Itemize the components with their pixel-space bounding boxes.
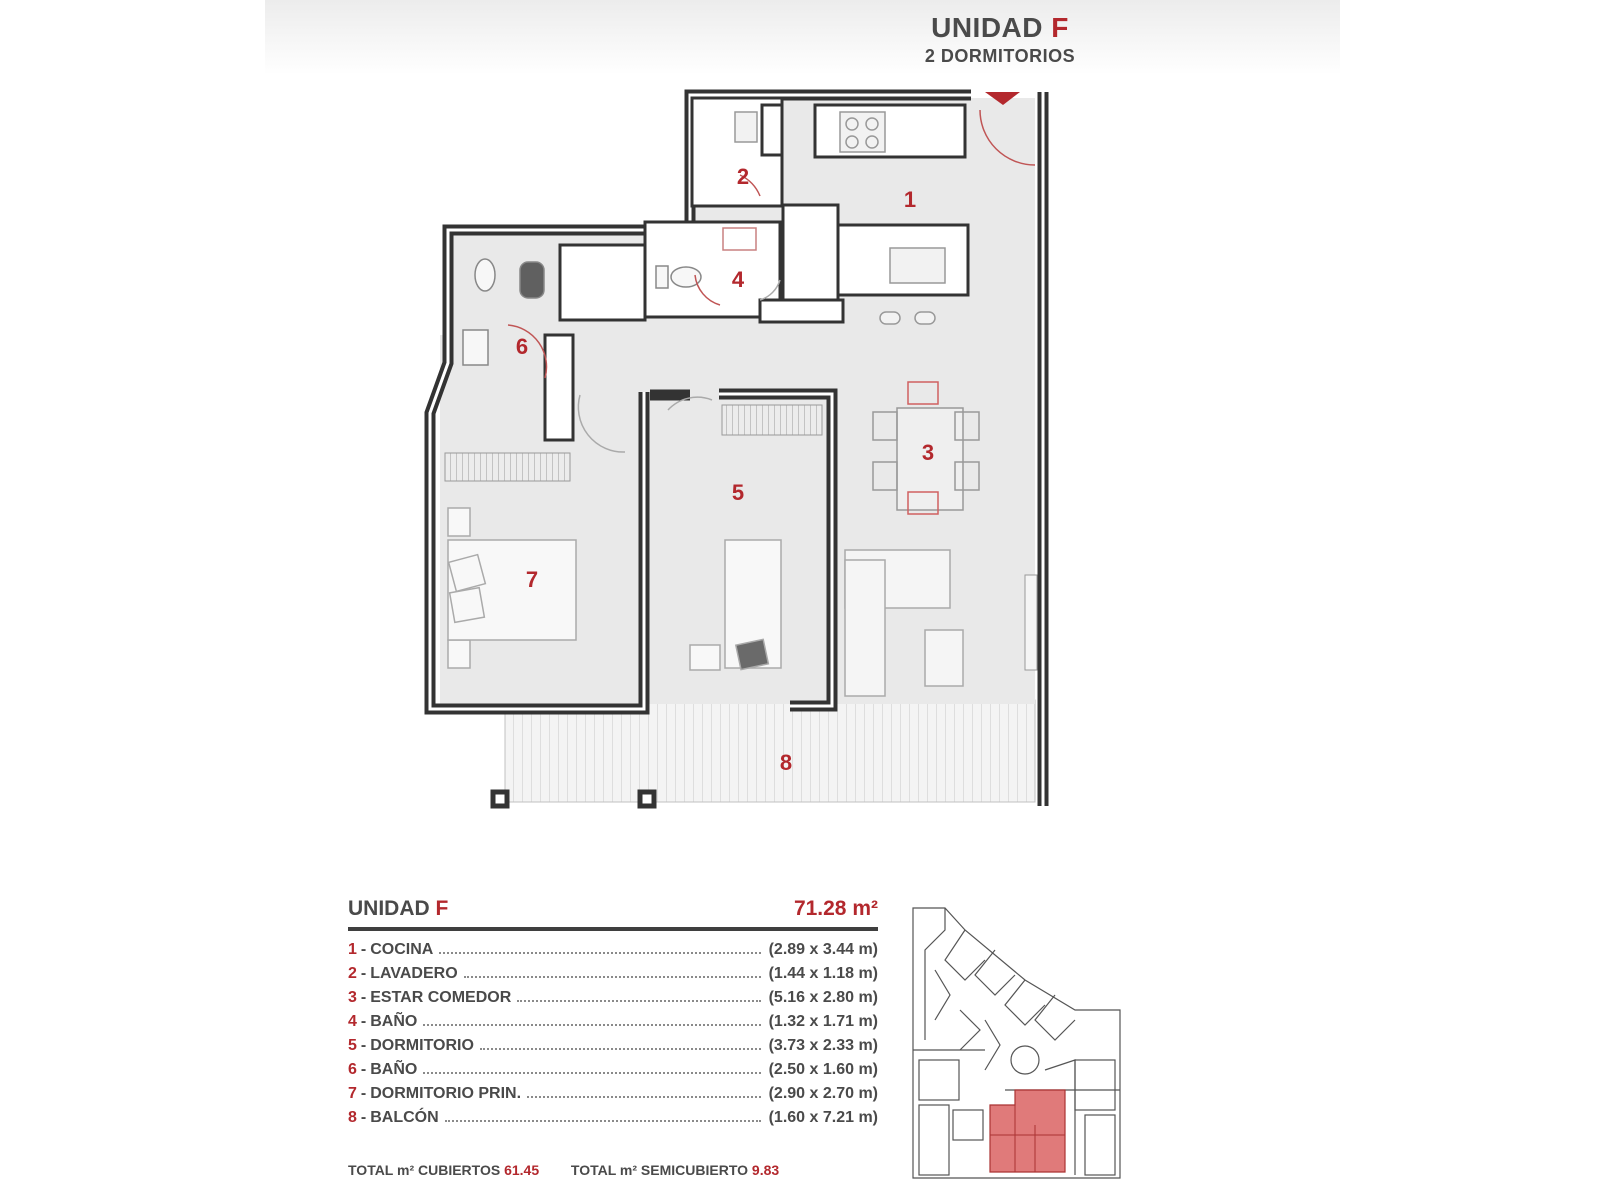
totals-line xyxy=(348,1162,779,1178)
legend-room-name: DORMITORIO PRIN. xyxy=(370,1085,522,1102)
legend-room-name: ESTAR COMEDOR xyxy=(370,989,512,1006)
balcony-post-center xyxy=(640,792,654,806)
legend-list xyxy=(348,941,878,1133)
legend-dash: - xyxy=(360,941,367,958)
legend-row xyxy=(348,1037,878,1061)
legend-room-name: DORMITORIO xyxy=(370,1037,474,1054)
room-number-6: 6 xyxy=(515,334,529,359)
legend-dash: - xyxy=(360,1061,367,1078)
window xyxy=(1025,575,1037,670)
legend-leader-dots xyxy=(464,976,761,978)
legend-room-dims: (3.73 x 2.33 m) xyxy=(768,1037,878,1054)
room-number-3: 3 xyxy=(921,440,935,465)
closet-bedroom xyxy=(722,405,822,435)
covered-label: TOTAL m² CUBIERTOS xyxy=(348,1162,501,1178)
room-legend xyxy=(348,897,878,1133)
legend-room-name: BAÑO xyxy=(370,1013,418,1030)
legend-dash: - xyxy=(360,1013,367,1030)
room-number-8: 8 xyxy=(779,750,793,775)
legend-title-word: UNIDAD xyxy=(348,897,430,920)
semi-value: 9.83 xyxy=(751,1162,780,1178)
legend-room-name: LAVADERO xyxy=(370,965,458,982)
legend-leader-dots xyxy=(439,952,760,954)
legend-room-number: 7 xyxy=(348,1085,357,1102)
room-number-7: 7 xyxy=(525,567,539,592)
legend-row xyxy=(348,1085,878,1109)
semi-label: TOTAL m² SEMICUBIERTO xyxy=(570,1162,749,1178)
legend-row xyxy=(348,941,878,965)
legend-header xyxy=(348,897,878,931)
legend-room-dims: (2.89 x 3.44 m) xyxy=(768,941,878,958)
legend-room-name: BAÑO xyxy=(370,1061,418,1078)
legend-room-number: 5 xyxy=(348,1037,357,1054)
legend-room-name: COCINA xyxy=(370,941,434,958)
legend-room-dims: (5.16 x 2.80 m) xyxy=(768,989,878,1006)
room-number-4: 4 xyxy=(731,267,745,292)
legend-room-number: 3 xyxy=(348,989,357,1006)
unit-subtitle: 2 DORMITORIOS xyxy=(924,46,1076,66)
legend-leader-dots xyxy=(517,1000,760,1002)
legend-row xyxy=(348,989,878,1013)
unit-title-word: UNIDAD xyxy=(931,12,1043,43)
legend-dash: - xyxy=(360,1085,367,1102)
legend-leader-dots xyxy=(423,1072,760,1074)
total-area: 71.28 m² xyxy=(793,897,878,920)
legend-room-dims: (1.60 x 7.21 m) xyxy=(768,1109,878,1126)
covered-value: 61.45 xyxy=(504,1162,540,1178)
legend-row xyxy=(348,1013,878,1037)
legend-leader-dots xyxy=(423,1024,760,1026)
legend-leader-dots xyxy=(480,1048,761,1050)
legend-leader-dots xyxy=(527,1096,761,1098)
legend-title xyxy=(348,897,448,921)
legend-room-number: 1 xyxy=(348,941,357,958)
balcony-floor xyxy=(505,700,1035,802)
legend-row xyxy=(348,1109,878,1133)
legend-room-number: 8 xyxy=(348,1109,357,1126)
legend-dash: - xyxy=(360,989,367,1006)
legend-row xyxy=(348,965,878,989)
balcony-post-left xyxy=(493,792,507,806)
legend-room-number: 4 xyxy=(348,1013,357,1030)
legend-room-number: 6 xyxy=(348,1061,357,1078)
legend-room-name: BALCÓN xyxy=(370,1109,439,1126)
legend-title-letter: F xyxy=(435,897,449,920)
legend-room-dims: (1.44 x 1.18 m) xyxy=(768,965,878,982)
legend-room-dims: (2.50 x 1.60 m) xyxy=(768,1061,878,1078)
legend-dash: - xyxy=(360,1037,367,1054)
legend-dash: - xyxy=(360,965,367,982)
legend-dash: - xyxy=(360,1109,367,1126)
key-plan xyxy=(905,900,1130,1185)
unit-title-letter: F xyxy=(1051,12,1069,43)
room-number-1: 1 xyxy=(903,187,917,212)
room-number-5: 5 xyxy=(731,480,745,505)
legend-room-dims: (2.90 x 2.70 m) xyxy=(768,1085,878,1102)
closet-master xyxy=(445,453,570,481)
legend-room-number: 2 xyxy=(348,965,357,982)
room-number-2: 2 xyxy=(736,164,750,189)
legend-leader-dots xyxy=(445,1120,761,1122)
legend-room-dims: (1.32 x 1.71 m) xyxy=(768,1013,878,1030)
legend-row xyxy=(348,1061,878,1085)
